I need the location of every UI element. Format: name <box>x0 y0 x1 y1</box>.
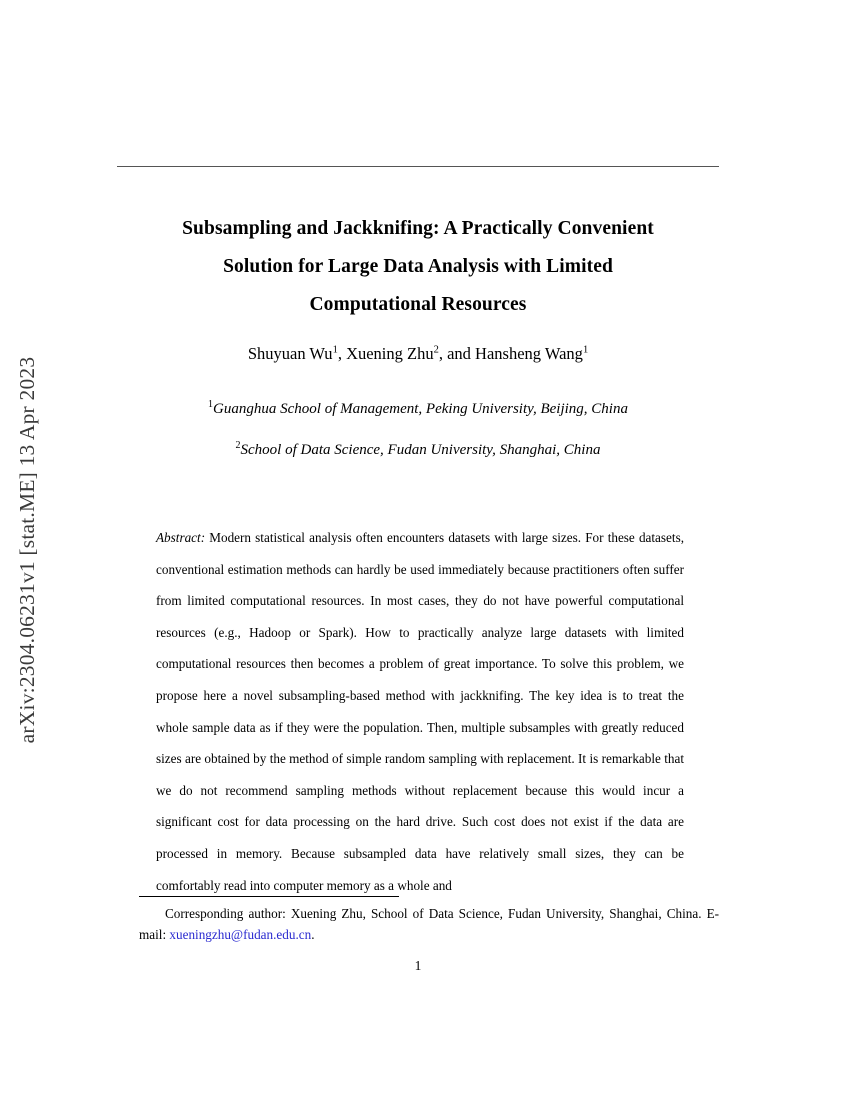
footnote-line-1: Corresponding author: Xuening Zhu, School of Data Science, Fudan University, Shanghai, <box>165 906 662 921</box>
abstract-body: Modern statistical analysis often encounters datasets with large sizes. For these datasets, conventional estimation methods can hardly be used immediately because practitioners often suffer from limited computational resources. In most cases, they do not have powerful computational resources (e.g., Hadoop or Spark). How to practically analyze large datasets with limited computational resources then becomes a problem of great importance. To solve this problem, we propose here a novel subsampling-based method with jackknifing. The key idea is to treat the whole sample data as if they were the population. Then, multiple subsamples with greatly reduced sizes are obtained by the method of simple random sampling with replacement. It is remarkable that we do not recommend sampling methods without replacement because this would incur a significant cost for data processing on the hard drive. Such cost does not exist if the data are processed in memory. Because subsampled data have relatively small sizes, they can be comfortably read into computer memory as a whole and <box>156 530 684 893</box>
paper-page <box>117 0 719 1100</box>
affiliation-2-text: School of Data Science, Fudan University, Shanghai, China <box>240 442 601 458</box>
footnote-line-2-prefix: China. E-mail: <box>139 906 720 942</box>
footnote-divider <box>139 896 399 897</box>
affiliation-2-marker: 2 <box>235 440 241 451</box>
affiliation-2 <box>117 440 719 459</box>
title-line-1: Subsampling and Jackknifing: A Practically Convenient <box>182 218 654 240</box>
arxiv-identifier-stamp <box>0 0 60 1100</box>
affiliation-1-text: Guanghua School of Management, Peking University, Beijing, China <box>213 401 628 417</box>
abstract-section <box>156 522 684 901</box>
author-3-affiliation-marker: 1 <box>582 344 589 356</box>
abstract-label: Abstract: <box>156 530 206 545</box>
arxiv-identifier-text: arXiv:2304.06231v1 [stat.ME] 13 Apr 2023 <box>14 356 39 744</box>
header-divider <box>117 166 719 167</box>
author-separator-1: , <box>337 344 347 363</box>
author-2-name: Xuening Zhu <box>346 344 434 363</box>
author-separator-2: , and <box>438 344 476 363</box>
page-number: 1 <box>414 958 422 973</box>
footnote-line-2-suffix: . <box>311 927 315 942</box>
affiliation-1-marker: 1 <box>208 399 214 410</box>
author-2-affiliation-marker: 2 <box>433 344 439 356</box>
author-3-name: Hansheng Wang <box>475 344 583 363</box>
title-line-2: Solution for Large Data Analysis with Limited <box>223 256 613 278</box>
corresponding-author-footnote <box>139 903 719 945</box>
author-1-name: Shuyuan Wu <box>247 344 333 363</box>
affiliation-1 <box>117 399 719 418</box>
author-1-affiliation-marker: 1 <box>332 344 338 356</box>
page-title <box>117 210 719 324</box>
corresponding-author-email-link[interactable]: xueningzhu@fudan.edu.cn <box>169 927 312 942</box>
author-list <box>117 344 719 364</box>
title-line-3: Computational Resources <box>309 294 527 316</box>
